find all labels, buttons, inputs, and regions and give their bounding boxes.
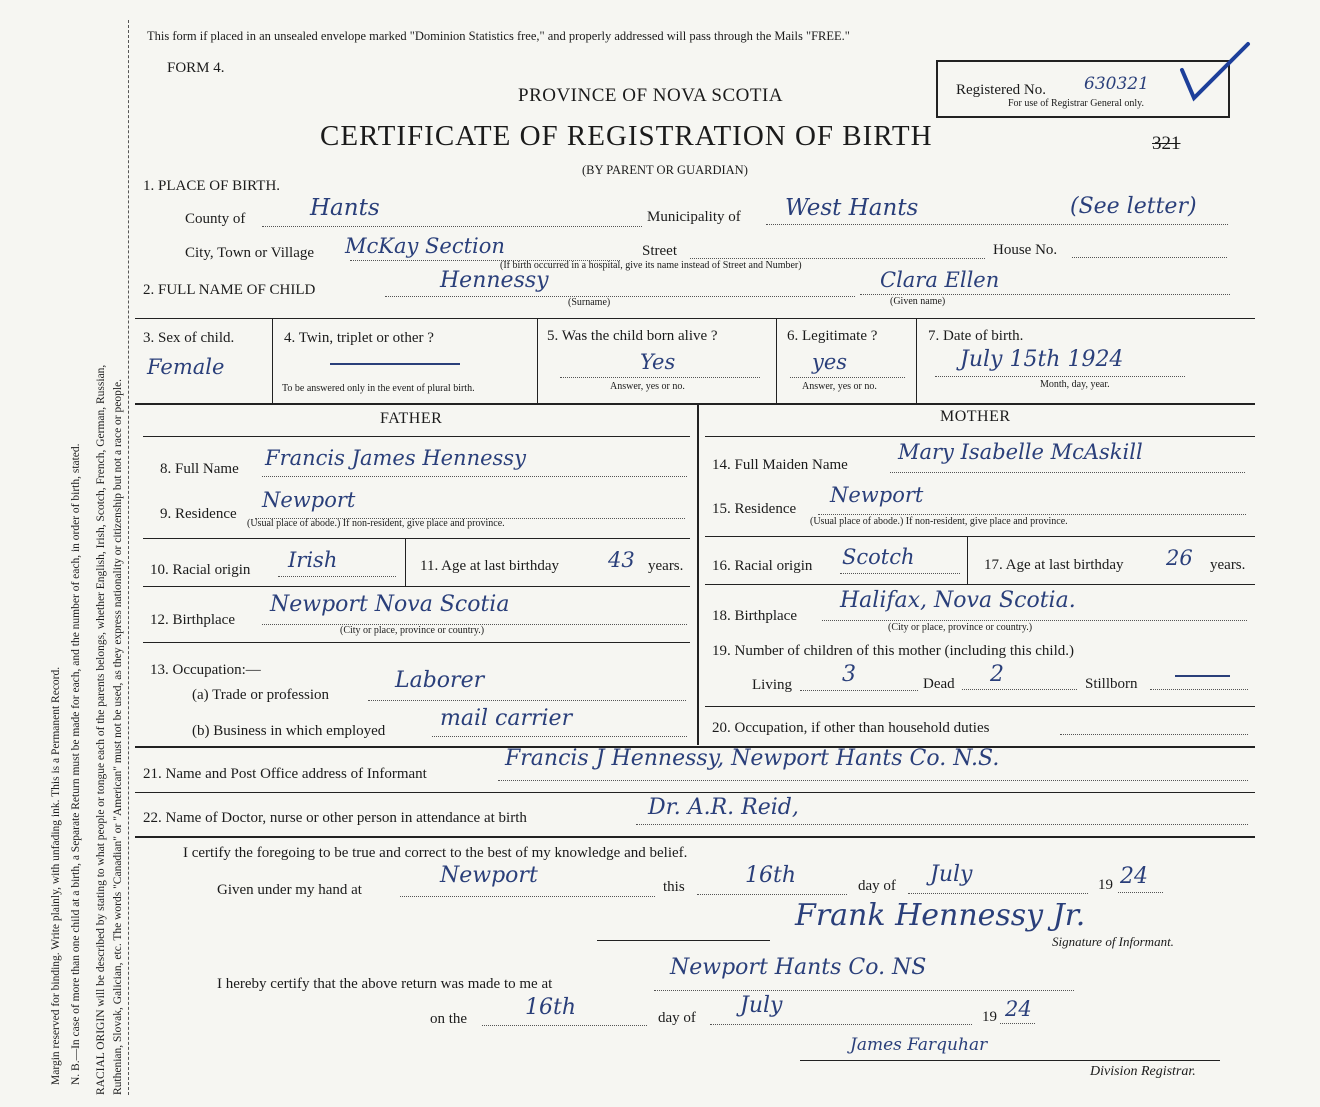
struck-number: 321 [1152, 133, 1181, 154]
mother-birthplace-label: 18. Birthplace [712, 608, 797, 624]
stillborn-label: Stillborn [1085, 676, 1138, 692]
doctor-label: 22. Name of Doctor, nurse or other person in attendance at birth [143, 810, 527, 826]
mother-birthplace: Halifax, Nova Scotia. [840, 588, 1076, 613]
twin-dash [330, 363, 460, 365]
dob-note: Month, day, year. [1040, 379, 1110, 390]
father-heading: FATHER [380, 410, 443, 427]
children-count-label: 19. Number of children of this mother (including this child.) [712, 643, 1075, 659]
child-surname: Hennessy [440, 268, 549, 293]
dead-label: Dead [923, 676, 955, 692]
mother-years-label: years. [1210, 557, 1246, 573]
hospital-note: (If birth occurred in a hospital, give its name instead of Street and Number) [500, 260, 802, 271]
father-years-label: years. [648, 558, 684, 574]
informant-value: Francis J Hennessy, Newport Hants Co. N.S. [505, 746, 1000, 771]
alive-answer-note: Answer, yes or no. [610, 381, 685, 392]
check-mark-icon [1176, 40, 1256, 110]
signature-caption: Signature of Informant. [1052, 934, 1174, 949]
registration-day: 16th [525, 995, 577, 1020]
given-name-caption: (Given name) [890, 296, 946, 307]
father-age: 43 [608, 548, 635, 572]
house-number-label: House No. [993, 242, 1058, 258]
legitimate-value: yes [812, 350, 848, 374]
father-birthplace: Newport Nova Scotia [270, 592, 510, 617]
given-year-suffix: 24 [1120, 864, 1148, 889]
mother-residence: Newport [830, 483, 924, 507]
given-month: July [930, 862, 973, 887]
sex-value: Female [147, 355, 225, 379]
municipality-value: West Hants [785, 195, 919, 221]
informant-label: 21. Name and Post Office address of Informant [143, 766, 427, 782]
father-residence-note: (Usual place of abode.) If non-resident, give place and province. [247, 518, 505, 529]
province-heading: PROVINCE OF NOVA SCOTIA [518, 85, 784, 106]
registrar-signature: James Farquhar [850, 1035, 988, 1055]
father-name: Francis James Hennessy [265, 446, 526, 470]
registered-number: 630321 [1084, 74, 1149, 94]
father-residence: Newport [262, 488, 356, 512]
registration-day-of-label: day of [658, 1010, 696, 1026]
registrar-note: For use of Registrar General only. [1008, 98, 1144, 109]
father-race-label: 10. Racial origin [150, 562, 251, 578]
street-label: Street [642, 243, 677, 259]
given-year-prefix: 19 [1098, 877, 1113, 893]
stillborn-dash [1175, 675, 1230, 677]
mother-birthplace-note: (City or place, province or country.) [888, 622, 1033, 633]
father-trade: Laborer [395, 668, 485, 693]
father-birthplace-note: (City or place, province or country.) [340, 625, 485, 636]
this-label: this [663, 879, 685, 895]
child-given-name: Clara Ellen [880, 268, 1000, 292]
given-place: Newport [440, 863, 538, 888]
certificate-title: CERTIFICATE OF REGISTRATION OF BIRTH [320, 120, 933, 152]
mother-name-label: 14. Full Maiden Name [712, 457, 848, 473]
certify-statement: I certify the foregoing to be true and correct to the best of my knowledge and belief. [183, 845, 688, 861]
form-number: FORM 4. [167, 60, 225, 76]
county-value: Hants [310, 195, 380, 221]
father-trade-label: (a) Trade or profession [192, 687, 330, 703]
father-business: mail carrier [440, 706, 573, 731]
mother-residence-note: (Usual place of abode.) If non-resident, give place and province. [810, 516, 1068, 527]
living-label: Living [752, 677, 792, 693]
registration-month: July [740, 993, 783, 1018]
legitimate-label: 6. Legitimate ? [787, 328, 878, 344]
registration-year-prefix: 19 [982, 1009, 997, 1025]
father-occupation-label: 13. Occupation:— [150, 662, 261, 678]
day-of-label: day of [858, 878, 896, 894]
mother-race: Scotch [842, 545, 915, 569]
municipality-label: Municipality of [647, 209, 741, 225]
given-day: 16th [745, 863, 797, 888]
mother-residence-label: 15. Residence [712, 501, 797, 517]
margin-racial-note-1: RACIAL ORIGIN will be described by stating to what people or tongue each of the parents belongs, whether English, Irish, Scotch, French, German, Russian, [95, 364, 107, 1095]
mother-age: 26 [1166, 546, 1193, 570]
mother-name: Mary Isabelle McAskill [898, 440, 1143, 464]
mother-heading: MOTHER [940, 408, 1011, 425]
alive-label: 5. Was the child born alive ? [547, 328, 718, 344]
margin-racial-note-2: Ruthenian, Slovak, Galician, etc. The words "Canadian" or "American" must not be used, as they express nationality or citizenship but not a race or people. [112, 378, 124, 1095]
dob-label: 7. Date of birth. [928, 328, 1024, 344]
father-birthplace-label: 12. Birthplace [150, 612, 235, 628]
city-label: City, Town or Village [185, 245, 315, 261]
mail-notice: This form if placed in an unsealed envelope marked "Dominion Statistics free," and properly addressed will pass through the Mails "FREE." [147, 29, 850, 43]
twin-label: 4. Twin, triplet or other ? [284, 330, 434, 346]
living-value: 3 [842, 662, 856, 687]
father-age-label: 11. Age at last birthday [420, 558, 559, 574]
registration-year-suffix: 24 [1005, 997, 1032, 1021]
father-name-label: 8. Full Name [160, 461, 239, 477]
registrar-caption: Division Registrar. [1090, 1064, 1196, 1079]
margin-binding-note: Margin reserved for binding. Write plainly, with unfading ink. This is a Permanent Record. [50, 666, 62, 1085]
margin-nb-note: N. B.—In case of more than one child at a birth, a Separate Return must be made for each, and the number of each, in order of birth, stated. [70, 443, 82, 1085]
on-the-label: on the [430, 1011, 468, 1027]
registration-place: Newport Hants Co. NS [670, 955, 927, 980]
father-business-label: (b) Business in which employed [192, 723, 386, 739]
certificate-subtitle: (BY PARENT OR GUARDIAN) [582, 163, 748, 177]
given-under-hand-label: Given under my hand at [217, 882, 362, 898]
mother-occupation-label: 20. Occupation, if other than household duties [712, 720, 990, 736]
informant-signature: Frank Hennessy Jr. [795, 898, 1086, 933]
dead-value: 2 [990, 662, 1004, 687]
margin-rule [128, 20, 130, 1095]
registered-label: Registered No. [956, 82, 1046, 98]
sex-label: 3. Sex of child. [143, 330, 235, 346]
dob-value: July 15th 1924 [960, 347, 1124, 372]
twin-note: To be answered only in the event of plural birth. [282, 383, 475, 394]
mother-age-label: 17. Age at last birthday [984, 557, 1124, 573]
see-letter-note: (See letter) [1070, 194, 1197, 219]
surname-caption: (Surname) [568, 297, 611, 308]
alive-value: Yes [640, 350, 676, 374]
father-residence-label: 9. Residence [160, 506, 237, 522]
county-label: County of [185, 211, 246, 227]
place-of-birth-heading: 1. PLACE OF BIRTH. [143, 178, 281, 194]
doctor-value: Dr. A.R. Reid, [648, 795, 799, 820]
city-value: McKay Section [345, 234, 505, 258]
father-race: Irish [288, 548, 338, 572]
legitimate-answer-note: Answer, yes or no. [802, 381, 877, 392]
child-name-label: 2. FULL NAME OF CHILD [143, 282, 316, 298]
mother-race-label: 16. Racial origin [712, 558, 813, 574]
registrar-statement: I hereby certify that the above return was made to me at [217, 976, 553, 992]
